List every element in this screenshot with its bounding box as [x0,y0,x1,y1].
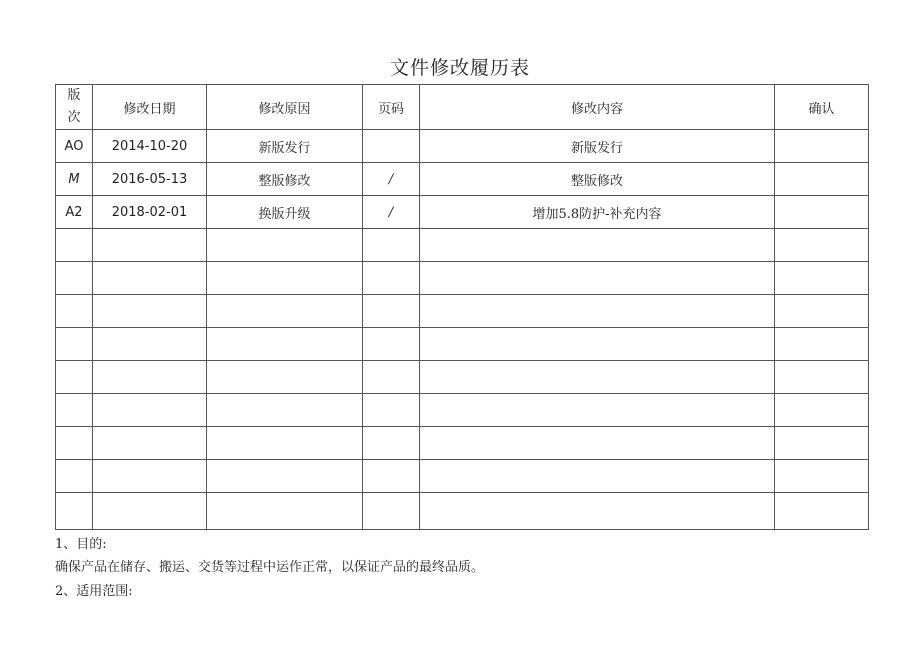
section-2-heading: 2、适用范围: [55,584,133,599]
cell-page: / [363,196,420,229]
table-header-row [56,85,869,130]
cell-content: 整版修改 [420,163,775,196]
cell-page [363,130,420,163]
cell-confirm [775,130,869,163]
cell-confirm [775,163,869,196]
table-row [56,163,869,196]
revision-history-table [55,84,869,530]
cell-reason: 整版修改 [207,163,363,196]
document-title: 文件修改履历表 [389,57,530,79]
table-row-empty [56,427,869,460]
cell-version: AO [56,130,93,163]
cell-reason: 换版升级 [207,196,363,229]
table-row-empty [56,229,869,262]
table-row [56,196,869,229]
cell-content: 增加5.8防护-补充内容 [420,196,775,229]
cell-content: 新版发行 [420,130,775,163]
cell-reason: 新版发行 [207,130,363,163]
header-confirm: 确认 [775,85,869,130]
table-row-empty [56,262,869,295]
header-reason: 修改原因 [207,85,363,130]
header-version: 版次 [56,85,93,130]
table-row-empty [56,361,869,394]
cell-date: 2014-10-20 [93,130,207,163]
header-date: 修改日期 [93,85,207,130]
table-row-empty [56,295,869,328]
header-content: 修改内容 [420,85,775,130]
table-row-empty [56,493,869,530]
cell-confirm [775,196,869,229]
table-row [56,130,869,163]
section-1-text: 确保产品在储存、搬运、交货等过程中运作正常，以保证产品的最终品质。 [55,560,485,575]
cell-date: 2016-05-13 [93,163,207,196]
cell-date: 2018-02-01 [93,196,207,229]
table-row-empty [56,328,869,361]
section-1-heading: 1、目的: [55,537,107,552]
table-row-empty [56,460,869,493]
cell-version: M [56,163,93,196]
cell-page: / [363,163,420,196]
header-page: 页码 [363,85,420,130]
table-row-empty [56,394,869,427]
cell-version: A2 [56,196,93,229]
